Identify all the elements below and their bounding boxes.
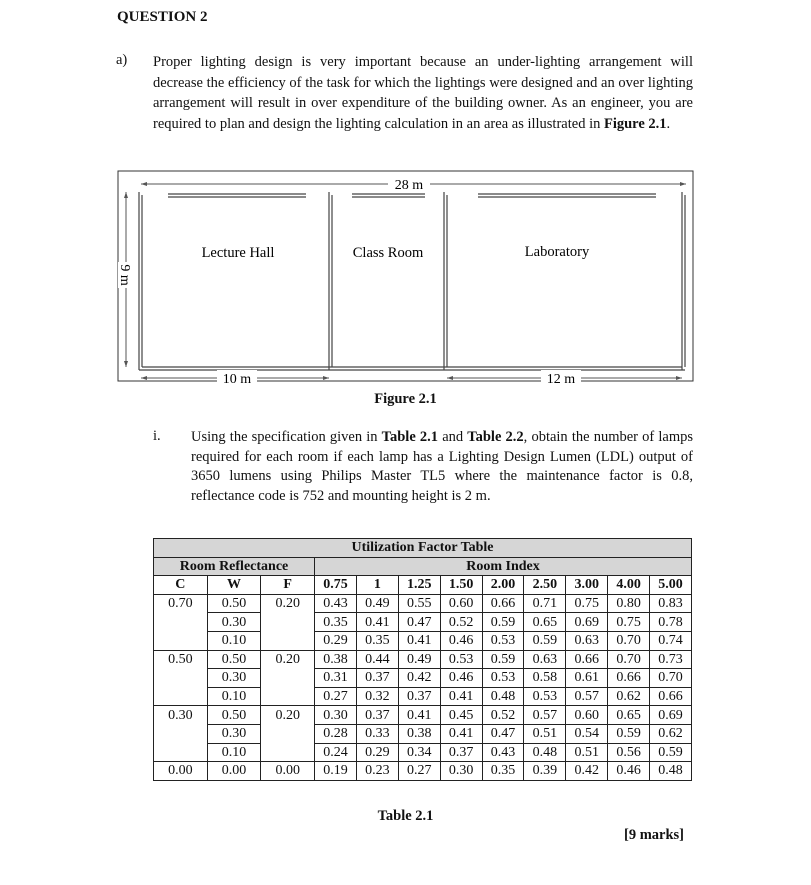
column-header: W — [207, 576, 261, 595]
utilization-factor-cell: 0.59 — [482, 650, 524, 669]
utilization-factor-cell: 0.47 — [398, 613, 440, 632]
utilization-factor-cell: 0.66 — [566, 650, 608, 669]
reflectance-c-cell: 0.30 — [154, 706, 208, 725]
column-header-row — [154, 576, 692, 595]
reflectance-w-cell: 0.10 — [207, 631, 261, 650]
utilization-factor-cell: 0.44 — [356, 650, 398, 669]
utilization-factor-cell: 0.32 — [356, 687, 398, 706]
part-label: a) — [116, 52, 128, 68]
utilization-factor-cell: 0.46 — [608, 762, 650, 781]
reflectance-c-cell — [154, 631, 208, 650]
column-header: 4.00 — [608, 576, 650, 595]
column-header: 3.00 — [566, 576, 608, 595]
utilization-factor-cell: 0.70 — [608, 631, 650, 650]
reflectance-w-cell: 0.50 — [207, 706, 261, 725]
utilization-factor-cell: 0.31 — [315, 669, 357, 688]
utilization-factor-cell: 0.69 — [566, 613, 608, 632]
figure-caption: Figure 2.1 — [374, 391, 437, 407]
column-header: 2.50 — [524, 576, 566, 595]
utilization-factor-cell: 0.55 — [398, 594, 440, 613]
utilization-factor-cell: 0.42 — [398, 669, 440, 688]
utilization-factor-cell: 0.48 — [482, 687, 524, 706]
subquestion-text-part: , obtain the number of lamps required for each room if each lamp has a Lighting Design Lumen (LDL) output of 3650 lumens using Philips Master TL5 where the maintenance factor is 0.8, reflectance code is 752 and mounting height is 2 m. — [191, 429, 693, 504]
utilization-factor-cell: 0.29 — [315, 631, 357, 650]
utilization-factor-cell: 0.75 — [608, 613, 650, 632]
utilization-factor-cell: 0.35 — [482, 762, 524, 781]
utilization-factor-cell: 0.69 — [650, 706, 692, 725]
utilization-factor-cell: 0.53 — [482, 669, 524, 688]
utilization-factor-cell: 0.41 — [356, 613, 398, 632]
room-label-lecture-hall: Lecture Hall — [201, 245, 275, 261]
table-caption: Table 2.1 — [377, 808, 434, 824]
floor-plan-figure — [0, 0, 811, 420]
column-header: 2.00 — [482, 576, 524, 595]
room-index-header: Room Index — [315, 557, 692, 576]
utilization-factor-cell: 0.49 — [398, 650, 440, 669]
room-label-class-room: Class Room — [352, 245, 424, 261]
reflectance-c-cell — [154, 743, 208, 762]
reflectance-c-cell — [154, 687, 208, 706]
utilization-factor-cell: 0.73 — [650, 650, 692, 669]
utilization-factor-cell: 0.52 — [482, 706, 524, 725]
utilization-factor-cell: 0.53 — [482, 631, 524, 650]
arrow-right-icon — [676, 376, 682, 380]
utilization-factor-cell: 0.62 — [650, 724, 692, 743]
table-row — [154, 706, 692, 725]
utilization-factor-cell: 0.57 — [566, 687, 608, 706]
utilization-factor-table — [153, 538, 692, 781]
utilization-factor-cell: 0.80 — [608, 594, 650, 613]
utilization-factor-cell: 0.19 — [315, 762, 357, 781]
utilization-factor-cell: 0.30 — [315, 706, 357, 725]
utilization-factor-cell: 0.37 — [398, 687, 440, 706]
figure-frame — [118, 171, 693, 381]
utilization-factor-cell: 0.35 — [315, 613, 357, 632]
utilization-factor-cell: 0.47 — [482, 724, 524, 743]
utilization-factor-cell: 0.65 — [608, 706, 650, 725]
utilization-factor-cell: 0.66 — [482, 594, 524, 613]
utilization-factor-cell: 0.35 — [356, 631, 398, 650]
part-a-text-body: Proper lighting design is very important because an under-lighting arrangement will decrease the efficiency of the task for which the lightings were designed and an over lighting arrangement will result in over expenditure of the building owner. As an engineer, you are required to plan and design the lighting calculation in an area as illustrated in — [153, 54, 693, 132]
table-row — [154, 762, 692, 781]
column-header: C — [154, 576, 208, 595]
utilization-factor-cell: 0.59 — [650, 743, 692, 762]
utilization-factor-cell: 0.49 — [356, 594, 398, 613]
arrow-left-icon — [141, 182, 147, 186]
utilization-factor-cell: 0.53 — [524, 687, 566, 706]
utilization-factor-cell: 0.52 — [440, 613, 482, 632]
arrow-right-icon — [323, 376, 329, 380]
reflectance-f-cell: 0.00 — [261, 762, 315, 781]
column-header: 1.25 — [398, 576, 440, 595]
utilization-factor-cell: 0.63 — [524, 650, 566, 669]
utilization-factor-cell: 0.60 — [566, 706, 608, 725]
utilization-factor-cell: 0.37 — [356, 669, 398, 688]
reflectance-c-cell — [154, 669, 208, 688]
reflectance-f-cell — [261, 743, 315, 762]
reflectance-f-cell — [261, 669, 315, 688]
column-header: 1 — [356, 576, 398, 595]
utilization-factor-cell: 0.29 — [356, 743, 398, 762]
reflectance-w-cell: 0.30 — [207, 724, 261, 743]
reflectance-c-cell: 0.00 — [154, 762, 208, 781]
utilization-factor-cell: 0.37 — [440, 743, 482, 762]
table-row — [154, 613, 692, 632]
utilization-factor-cell: 0.41 — [398, 706, 440, 725]
table-body — [154, 594, 692, 780]
utilization-factor-cell: 0.28 — [315, 724, 357, 743]
utilization-factor-cell: 0.78 — [650, 613, 692, 632]
utilization-factor-cell: 0.58 — [524, 669, 566, 688]
table-reference: Table 2.1 — [381, 429, 439, 445]
utilization-factor-cell: 0.75 — [566, 594, 608, 613]
table-reference: Table 2.2 — [467, 429, 524, 445]
reflectance-f-cell — [261, 687, 315, 706]
table-row — [154, 687, 692, 706]
room-label-laboratory: Laboratory — [524, 244, 590, 260]
arrow-left-icon — [141, 376, 147, 380]
table-row — [154, 631, 692, 650]
column-header: 1.50 — [440, 576, 482, 595]
column-header: 0.75 — [315, 576, 357, 595]
subquestion-text-part: Using the specification given in — [191, 429, 382, 445]
left-width-label: 10 m — [222, 372, 252, 387]
reflectance-c-cell — [154, 724, 208, 743]
utilization-factor-cell: 0.48 — [650, 762, 692, 781]
arrow-up-icon — [124, 192, 128, 198]
table-row — [154, 594, 692, 613]
reflectance-f-cell: 0.20 — [261, 594, 315, 613]
utilization-factor-cell: 0.66 — [608, 669, 650, 688]
part-a-text-end: . — [666, 115, 671, 132]
table-title: Utilization Factor Table — [154, 539, 692, 558]
utilization-factor-cell: 0.71 — [524, 594, 566, 613]
walls — [139, 192, 685, 370]
utilization-factor-cell: 0.59 — [608, 724, 650, 743]
utilization-factor-cell: 0.42 — [566, 762, 608, 781]
utilization-factor-cell: 0.57 — [524, 706, 566, 725]
question-title: QUESTION 2 — [117, 9, 208, 25]
utilization-factor-cell: 0.51 — [566, 743, 608, 762]
utilization-factor-cell: 0.66 — [650, 687, 692, 706]
reflectance-f-cell: 0.20 — [261, 706, 315, 725]
right-width-label: 12 m — [546, 372, 576, 387]
total-width-label: 28 m — [394, 178, 424, 193]
utilization-factor-cell: 0.48 — [524, 743, 566, 762]
utilization-factor-cell: 0.23 — [356, 762, 398, 781]
reflectance-c-cell: 0.50 — [154, 650, 208, 669]
utilization-factor-cell: 0.34 — [398, 743, 440, 762]
utilization-factor-cell: 0.43 — [315, 594, 357, 613]
marks-label: [9 marks] — [624, 827, 685, 843]
utilization-factor-cell: 0.38 — [398, 724, 440, 743]
utilization-factor-cell: 0.54 — [566, 724, 608, 743]
utilization-factor-cell: 0.65 — [524, 613, 566, 632]
utilization-factor-cell: 0.56 — [608, 743, 650, 762]
utilization-factor-cell: 0.74 — [650, 631, 692, 650]
utilization-factor-cell: 0.62 — [608, 687, 650, 706]
room-reflectance-header: Room Reflectance — [154, 557, 315, 576]
reflectance-w-cell: 0.10 — [207, 687, 261, 706]
arrow-down-icon — [124, 361, 128, 367]
utilization-factor-cell: 0.63 — [566, 631, 608, 650]
table-row — [154, 669, 692, 688]
utilization-factor-cell: 0.24 — [315, 743, 357, 762]
reflectance-c-cell: 0.70 — [154, 594, 208, 613]
utilization-factor-cell: 0.45 — [440, 706, 482, 725]
utilization-factor-cell: 0.53 — [440, 650, 482, 669]
utilization-factor-cell: 0.59 — [524, 631, 566, 650]
utilization-factor-cell: 0.27 — [398, 762, 440, 781]
reflectance-w-cell: 0.50 — [207, 594, 261, 613]
utilization-factor-cell: 0.51 — [524, 724, 566, 743]
reflectance-w-cell: 0.30 — [207, 669, 261, 688]
reflectance-w-cell: 0.50 — [207, 650, 261, 669]
reflectance-w-cell: 0.00 — [207, 762, 261, 781]
utilization-factor-cell: 0.27 — [315, 687, 357, 706]
utilization-factor-cell: 0.70 — [608, 650, 650, 669]
subquestion-text — [191, 428, 693, 506]
utilization-factor-cell: 0.37 — [356, 706, 398, 725]
utilization-factor-cell: 0.43 — [482, 743, 524, 762]
utilization-factor-cell: 0.41 — [398, 631, 440, 650]
reflectance-f-cell — [261, 613, 315, 632]
column-header: F — [261, 576, 315, 595]
reflectance-w-cell: 0.30 — [207, 613, 261, 632]
height-label: 9 m — [117, 264, 132, 286]
arrow-right-icon — [680, 182, 686, 186]
figure-reference: Figure 2.1 — [603, 115, 667, 132]
reflectance-f-cell — [261, 631, 315, 650]
reflectance-f-cell — [261, 724, 315, 743]
utilization-factor-cell: 0.83 — [650, 594, 692, 613]
reflectance-f-cell: 0.20 — [261, 650, 315, 669]
utilization-factor-cell: 0.30 — [440, 762, 482, 781]
subquestion-text-part: and — [438, 429, 468, 445]
utilization-factor-cell: 0.33 — [356, 724, 398, 743]
utilization-factor-cell: 0.39 — [524, 762, 566, 781]
utilization-factor-cell: 0.60 — [440, 594, 482, 613]
reflectance-c-cell — [154, 613, 208, 632]
utilization-factor-cell: 0.70 — [650, 669, 692, 688]
utilization-factor-cell: 0.41 — [440, 687, 482, 706]
arrow-left-icon — [447, 376, 453, 380]
reflectance-w-cell: 0.10 — [207, 743, 261, 762]
utilization-factor-cell: 0.61 — [566, 669, 608, 688]
utilization-factor-cell: 0.38 — [315, 650, 357, 669]
utilization-factor-cell: 0.41 — [440, 724, 482, 743]
column-header: 5.00 — [650, 576, 692, 595]
utilization-factor-cell: 0.46 — [440, 669, 482, 688]
table-row — [154, 650, 692, 669]
table-row — [154, 724, 692, 743]
utilization-factor-cell: 0.59 — [482, 613, 524, 632]
table-row — [154, 743, 692, 762]
utilization-factor-cell: 0.46 — [440, 631, 482, 650]
subquestion-label: i. — [153, 428, 161, 444]
